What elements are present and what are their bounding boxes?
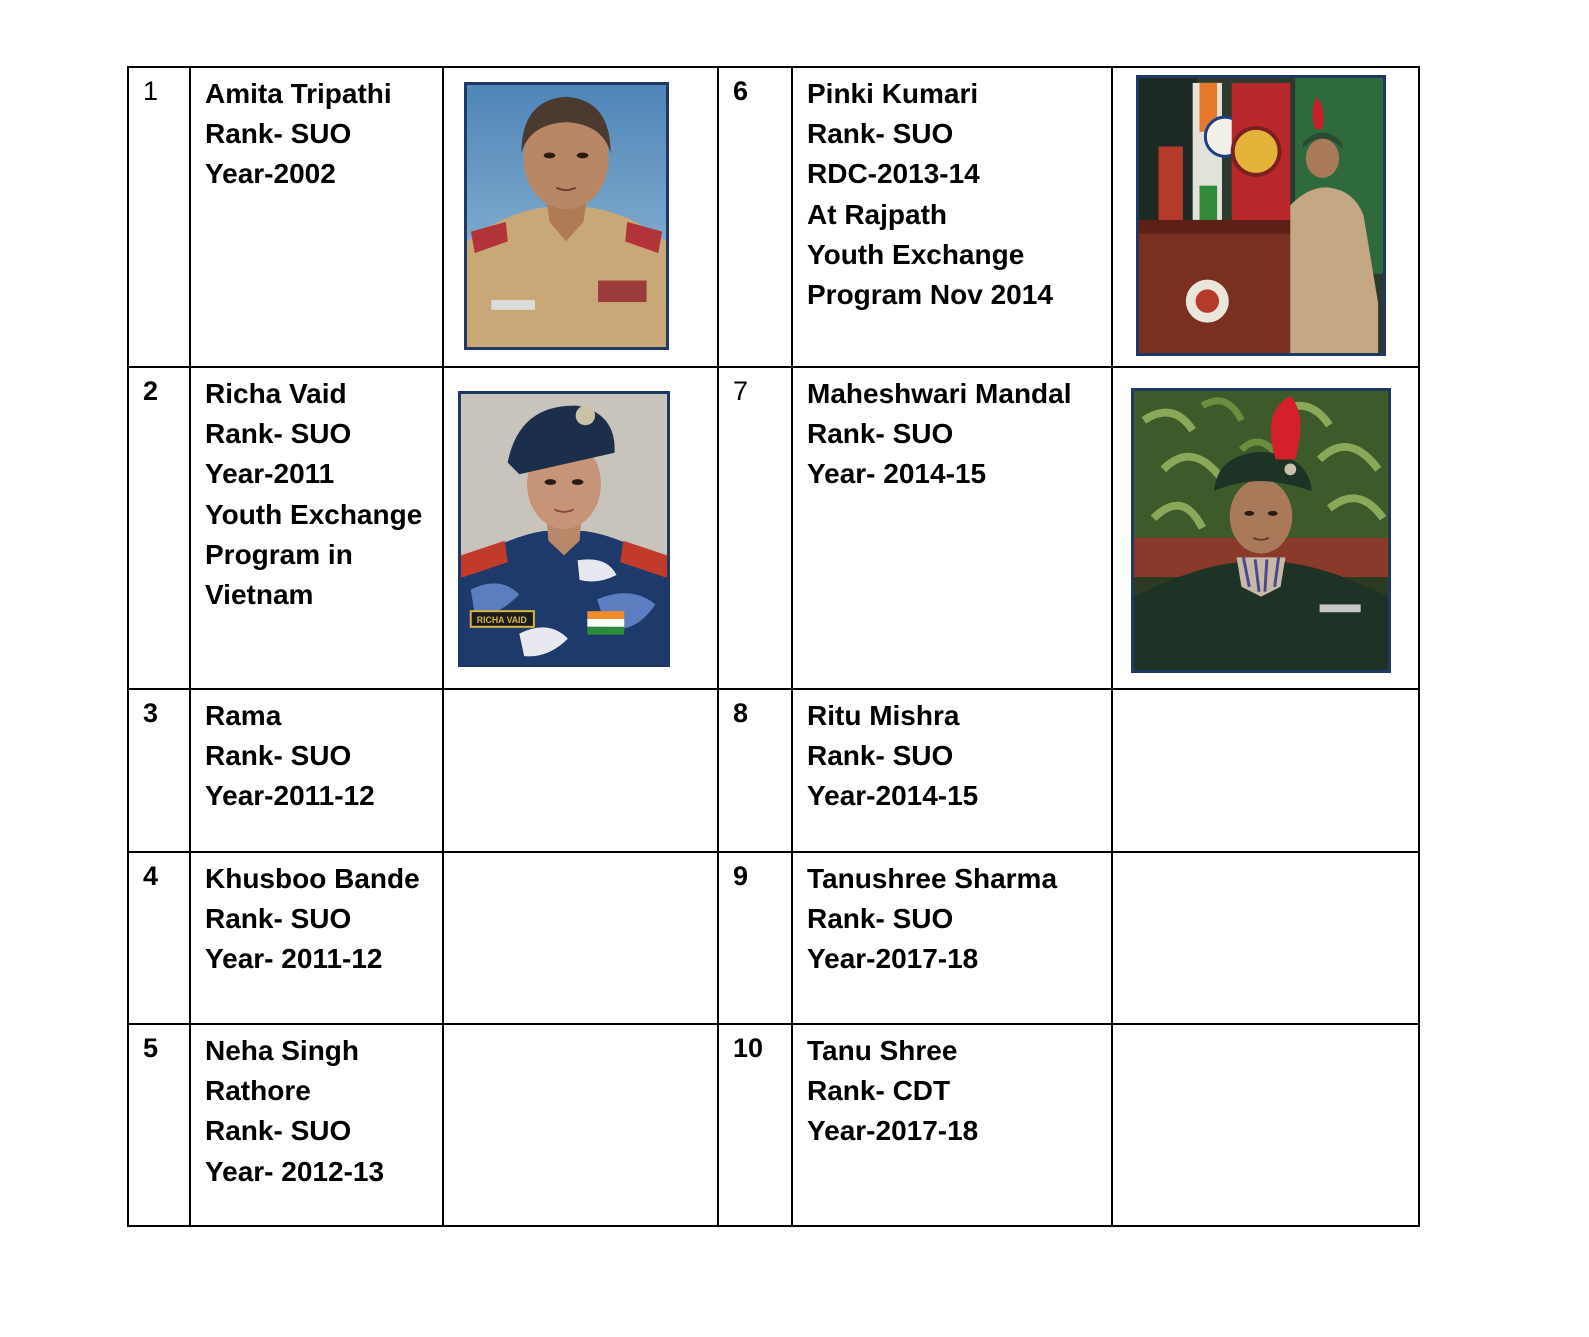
cadet-rank: Rank- SUO (807, 118, 954, 150)
photo-cell-empty (1112, 689, 1419, 852)
cadet-rank: Rank- SUO (205, 740, 352, 772)
cadet-info (792, 852, 1112, 1024)
cadet-name: Richa Vaid (205, 378, 347, 409)
cadet-rank: Rank- SUO (205, 418, 352, 450)
table-row (128, 367, 1419, 689)
cadet-photo-maheshwari (1131, 388, 1391, 673)
cadet-detail: At Rajpath (807, 198, 947, 230)
photo-cell (443, 367, 718, 689)
cadet-name: Pinki Kumari (807, 78, 979, 109)
cadet-detail: RDC-2013-14 (807, 158, 980, 190)
entry-number: 6 (718, 67, 792, 367)
cadet-year: Year-2017-18 (807, 1115, 979, 1147)
cadet-info (190, 367, 443, 689)
table-row (128, 1024, 1419, 1226)
cadet-year: Year-2017-18 (807, 943, 979, 975)
photo-cell-empty (443, 689, 718, 852)
entry-number: 4 (128, 852, 190, 1024)
photo-cell (1112, 67, 1419, 367)
entry-number: 8 (718, 689, 792, 852)
photo-cell-empty (1112, 852, 1419, 1024)
table-row (128, 67, 1419, 367)
entry-number: 10 (718, 1024, 792, 1226)
cadet-name: Rama (205, 700, 282, 731)
photo-cell-empty (443, 852, 718, 1024)
entry-number: 5 (128, 1024, 190, 1226)
cadet-name: Maheshwari Mandal (807, 378, 1072, 409)
cadet-photo-pinki (1136, 75, 1386, 356)
cadet-detail: Program Nov 2014 (807, 279, 1053, 311)
cadet-detail: Youth Exchange (205, 498, 423, 530)
cadet-info (190, 852, 443, 1024)
cadet-info (792, 1024, 1112, 1226)
photo-cell-empty (443, 1024, 718, 1226)
name-badge-text: RICHA VAID (476, 614, 527, 625)
entry-number: 1 (128, 67, 190, 367)
cadet-rank: Rank- SUO (205, 1115, 352, 1147)
cadet-rank: Rank- CDT (807, 1075, 951, 1107)
cadet-name: Tanu Shree (807, 1035, 958, 1066)
cadet-detail: Youth Exchange (807, 238, 1025, 270)
entry-number: 7 (718, 367, 792, 689)
photo-cell-empty (1112, 1024, 1419, 1226)
cadet-name-cont: Rathore (205, 1075, 311, 1107)
cadet-rank: Rank- SUO (205, 903, 352, 935)
cadet-name: Ritu Mishra (807, 700, 960, 731)
cadet-name: Tanushree Sharma (807, 863, 1058, 894)
entry-number: 3 (128, 689, 190, 852)
entry-number: 2 (128, 367, 190, 689)
cadet-photo-amita (464, 82, 669, 350)
entry-number: 9 (718, 852, 792, 1024)
cadet-name: Neha Singh (205, 1035, 360, 1066)
table-row (128, 852, 1419, 1024)
cadet-info (190, 689, 443, 852)
cadet-rank: Rank- SUO (807, 418, 954, 450)
cadet-year: Year- 2012-13 (205, 1155, 385, 1187)
cadet-info (792, 367, 1112, 689)
cadet-name: Khusboo Bande (205, 863, 420, 894)
cadet-rank: Rank- SUO (205, 118, 352, 150)
cadet-detail: Vietnam (205, 579, 314, 611)
cadet-photo-richa (458, 391, 670, 667)
cadet-year: Year-2002 (205, 158, 336, 190)
photo-cell (1112, 367, 1419, 689)
cadet-info (190, 1024, 443, 1226)
cadet-year: Year-2011 (205, 458, 335, 490)
cadet-year: Year-2014-15 (807, 780, 979, 812)
photo-cell (443, 67, 718, 367)
cadet-roster-table (127, 66, 1420, 1227)
cadet-detail: Program in (205, 538, 353, 570)
cadet-year: Year- 2011-12 (205, 943, 383, 975)
cadet-name: Amita Tripathi (205, 78, 392, 109)
cadet-info (792, 67, 1112, 367)
cadet-info (792, 689, 1112, 852)
table-row (128, 689, 1419, 852)
cadet-rank: Rank- SUO (807, 903, 954, 935)
cadet-info (190, 67, 443, 367)
cadet-year: Year-2011-12 (205, 780, 375, 812)
cadet-year: Year- 2014-15 (807, 458, 987, 490)
cadet-rank: Rank- SUO (807, 740, 954, 772)
